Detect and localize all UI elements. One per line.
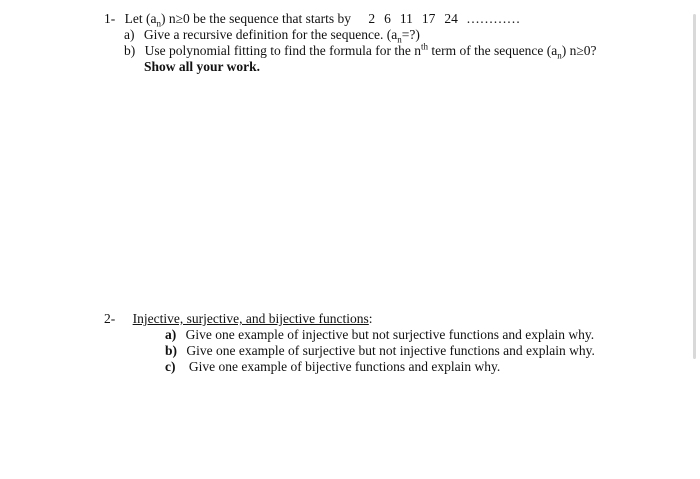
part-b-rest1: term of the sequence (a bbox=[427, 43, 558, 58]
part-text: Give one example of injective but not surjective functions and explain why. bbox=[185, 327, 595, 342]
sequence-term: 6 bbox=[384, 11, 391, 26]
part-label: c) bbox=[165, 359, 176, 374]
sequence-term: 24 bbox=[444, 11, 458, 26]
question-2-number: 2- bbox=[104, 311, 116, 326]
sequence-term: 17 bbox=[421, 11, 436, 26]
question-2-title-text: Injective, surjective, and bijective functions bbox=[132, 311, 369, 326]
sequence-dots: ………… bbox=[466, 11, 521, 26]
intro-rest: ) n≥0 be the sequence that starts by bbox=[160, 11, 351, 26]
part-label: a) bbox=[165, 327, 177, 342]
show-work-instruction: Show all your work. bbox=[144, 59, 261, 74]
question-2-part-b bbox=[165, 343, 595, 359]
question-2-part-c bbox=[165, 359, 500, 375]
question-1-number: 1- bbox=[104, 11, 116, 26]
question-1-line bbox=[104, 11, 520, 27]
question-2-part-a bbox=[165, 327, 594, 343]
part-text: Give one example of bijective functions and explain why. bbox=[188, 359, 501, 374]
part-b-rest2: ) n≥0? bbox=[561, 43, 597, 58]
part-b-text bbox=[144, 41, 597, 61]
intro-subscript: n bbox=[156, 18, 161, 29]
sequence-term: 11 bbox=[399, 11, 413, 26]
part-label: b) bbox=[124, 43, 136, 58]
part-b-subscript: n bbox=[557, 50, 562, 61]
question-2-title-colon: : bbox=[368, 311, 373, 326]
part-b-main: Use polynomial fitting to find the formula for the n bbox=[144, 43, 421, 58]
part-b-superscript: th bbox=[420, 41, 428, 52]
question-2-line bbox=[104, 311, 373, 327]
scrollbar[interactable] bbox=[693, 14, 696, 359]
part-a-subscript: n bbox=[397, 34, 402, 45]
question-1-part-b bbox=[124, 43, 597, 59]
sequence-values bbox=[368, 11, 470, 26]
intro-text: Let (a bbox=[124, 11, 157, 26]
question-1-intro bbox=[124, 11, 351, 29]
question-1-part-a bbox=[124, 27, 420, 43]
sequence-term: 2 bbox=[368, 11, 376, 26]
part-label: b) bbox=[165, 343, 178, 358]
part-a-rest: =?) bbox=[401, 27, 420, 42]
question-2-title bbox=[133, 311, 373, 326]
part-a-text bbox=[143, 27, 420, 45]
part-a-main: Give a recursive definition for the sequence. (a bbox=[143, 27, 398, 42]
part-text: Give one example of surjective but not injective functions and explain why. bbox=[186, 343, 595, 358]
part-label: a) bbox=[124, 27, 135, 42]
